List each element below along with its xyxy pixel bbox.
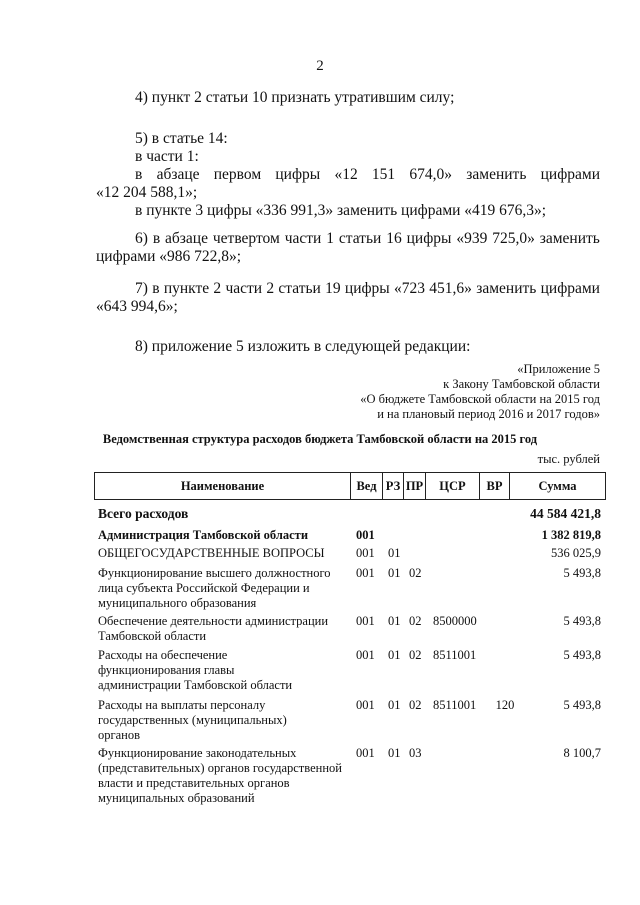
units-label: тыс. рублей xyxy=(537,452,600,466)
header-csr: ЦСР xyxy=(425,473,479,499)
row-3-pr: 02 xyxy=(409,566,422,580)
page-number: 2 xyxy=(316,58,324,74)
row-6-name: Расходы на выплаты персоналу государственных (муниципальных) органов xyxy=(98,698,287,742)
appendix-header-line-4: и на плановый период 2016 и 2017 годов» xyxy=(377,407,600,421)
appendix-header-line-3: «О бюджете Тамбовской области на 2015 год xyxy=(360,392,600,406)
row-1-name: Администрация Тамбовской области xyxy=(98,528,309,542)
header-name: Наименование xyxy=(180,479,265,493)
row-4-rz: 01 xyxy=(388,614,401,628)
row-2-ved: 001 xyxy=(356,546,375,560)
header-rz: РЗ xyxy=(382,473,403,499)
paragraph-5-head: 5) в статье 14: xyxy=(135,130,228,147)
row-4-name: Обеспечение деятельности администрации Тамбовской области xyxy=(98,614,329,643)
row-6-ved: 001 xyxy=(356,698,375,712)
row-7-pr: 03 xyxy=(409,746,422,760)
row-5-rz: 01 xyxy=(388,648,401,662)
row-3-rz: 01 xyxy=(388,566,401,580)
row-6-csr: 8511001 xyxy=(433,698,477,712)
row-5-csr: 8511001 xyxy=(433,648,477,662)
row-0-sum: 44 584 421,8 xyxy=(530,506,601,521)
paragraph-6-line1: 6) в абзаце четвертом части 1 статьи 16 цифры «939 725,0» заменить xyxy=(135,230,600,247)
header-pr: ПР xyxy=(403,473,425,499)
row-6-vr: 120 xyxy=(495,698,515,712)
paragraph-5-line1: в абзаце первом цифры «12 151 674,0» заменить цифрами xyxy=(135,166,600,183)
row-1-ved: 001 xyxy=(356,528,375,542)
paragraph-4: 4) пункт 2 статьи 10 признать утратившим силу; xyxy=(135,89,455,106)
header-vr: ВР xyxy=(479,473,509,499)
appendix-header-line-1: «Приложение 5 xyxy=(517,362,600,376)
row-3-sum: 5 493,8 xyxy=(563,566,601,580)
row-4-pr: 02 xyxy=(409,614,422,628)
table-title: Ведомственная структура расходов бюджета Тамбовской области на 2015 год xyxy=(102,432,538,446)
row-5-name: Расходы на обеспечение функционирования главы администрации Тамбовской области xyxy=(98,648,293,692)
paragraph-7-line1: 7) в пункте 2 части 2 статьи 19 цифры «723 451,6» заменить цифрами xyxy=(135,280,600,297)
header-ved: Вед xyxy=(350,473,382,499)
paragraph-8: 8) приложение 5 изложить в следующей редакции: xyxy=(135,338,471,355)
row-4-ved: 001 xyxy=(356,614,375,628)
paragraph-6-line2: цифрами «986 722,8»; xyxy=(96,248,242,265)
header-sum: Сумма xyxy=(509,473,605,499)
row-7-ved: 001 xyxy=(356,746,375,760)
row-7-sum: 8 100,7 xyxy=(563,746,601,760)
table-header xyxy=(94,472,606,500)
row-3-ved: 001 xyxy=(356,566,375,580)
row-7-rz: 01 xyxy=(388,746,401,760)
paragraph-5-line1-cont: «12 204 588,1»; xyxy=(96,184,198,201)
paragraph-5-line2: в пункте 3 цифры «336 991,3» заменить цифрами «419 676,3»; xyxy=(135,202,547,219)
paragraph-5-part: в части 1: xyxy=(135,148,199,165)
row-5-ved: 001 xyxy=(356,648,375,662)
appendix-header-line-2: к Закону Тамбовской области xyxy=(443,377,600,391)
row-4-csr: 8500000 xyxy=(433,614,477,628)
row-7-name: Функционирование законодательных (представительных) органов государственной власти и представительных органов муниципальных образований xyxy=(98,746,342,805)
row-5-sum: 5 493,8 xyxy=(563,648,601,662)
row-5-pr: 02 xyxy=(409,648,422,662)
row-1-sum: 1 382 819,8 xyxy=(541,528,601,542)
row-2-name: ОБЩЕГОСУДАРСТВЕННЫЕ ВОПРОСЫ xyxy=(98,546,325,560)
paragraph-7-line2: «643 994,6»; xyxy=(96,298,178,315)
row-3-name: Функционирование высшего должностного лица субъекта Российской Федерации и муниципального образования xyxy=(98,566,331,610)
row-4-sum: 5 493,8 xyxy=(563,614,601,628)
row-6-sum: 5 493,8 xyxy=(563,698,601,712)
row-2-sum: 536 025,9 xyxy=(551,546,601,560)
row-2-rz: 01 xyxy=(388,546,401,560)
row-6-pr: 02 xyxy=(409,698,422,712)
row-0-name: Всего расходов xyxy=(98,506,189,521)
row-6-rz: 01 xyxy=(388,698,401,712)
